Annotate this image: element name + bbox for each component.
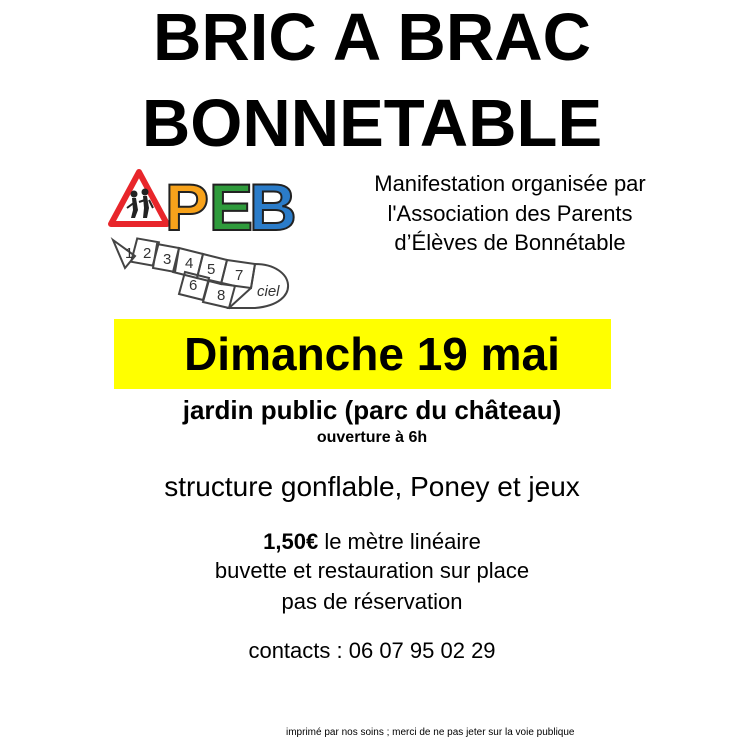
reservation-info: pas de réservation <box>281 589 463 614</box>
hopscotch-number-3: 3 <box>163 251 172 268</box>
organizer-line3: d’Élèves de Bonnétable <box>394 230 626 255</box>
apeb-letter-p: P <box>165 170 210 244</box>
price-unit: le mètre linéaire <box>318 529 481 554</box>
poster-title-line2: BONNETABLE <box>141 86 603 161</box>
hopscotch-ciel: ciel <box>257 283 280 300</box>
contacts-label: contacts : <box>248 638 349 663</box>
hopscotch-number-6: 6 <box>189 277 198 294</box>
organizer-line1: Manifestation organisée par <box>374 171 646 196</box>
event-place: jardin public (parc du château) <box>182 395 562 425</box>
event-date: Dimanche 19 mai <box>184 328 560 380</box>
hopscotch-number-5: 5 <box>207 261 216 278</box>
hopscotch-number-1: 1 <box>125 245 134 262</box>
organizer-line2: l'Association des Parents <box>387 201 633 226</box>
contacts-line <box>0 636 744 666</box>
hopscotch-number-7: 7 <box>235 267 244 284</box>
price-line <box>0 527 744 557</box>
food-info: buvette et restauration sur place <box>214 558 530 583</box>
school-crossing-sign-icon <box>111 172 167 224</box>
poster-title-line1: BRIC A BRAC <box>153 0 591 75</box>
opening-time: ouverture à 6h <box>316 429 428 446</box>
footer-note: imprimé par nos soins ; merci de ne pas jeter sur la voie publique <box>286 727 575 738</box>
apeb-logo-graphic <box>105 168 300 314</box>
contacts-phone: 06 07 95 02 29 <box>348 638 496 663</box>
apeb-letter-b: B <box>249 170 297 244</box>
apeb-letter-e: E <box>209 170 254 244</box>
apeb-logo <box>105 168 300 314</box>
hopscotch-number-4: 4 <box>185 255 194 272</box>
event-activities: structure gonflable, Poney et jeux <box>164 471 580 502</box>
price-value: 1,50€ <box>263 529 319 554</box>
apeb-letters <box>165 170 297 244</box>
hopscotch-number-2: 2 <box>143 245 152 262</box>
hopscotch-number-8: 8 <box>217 287 226 304</box>
